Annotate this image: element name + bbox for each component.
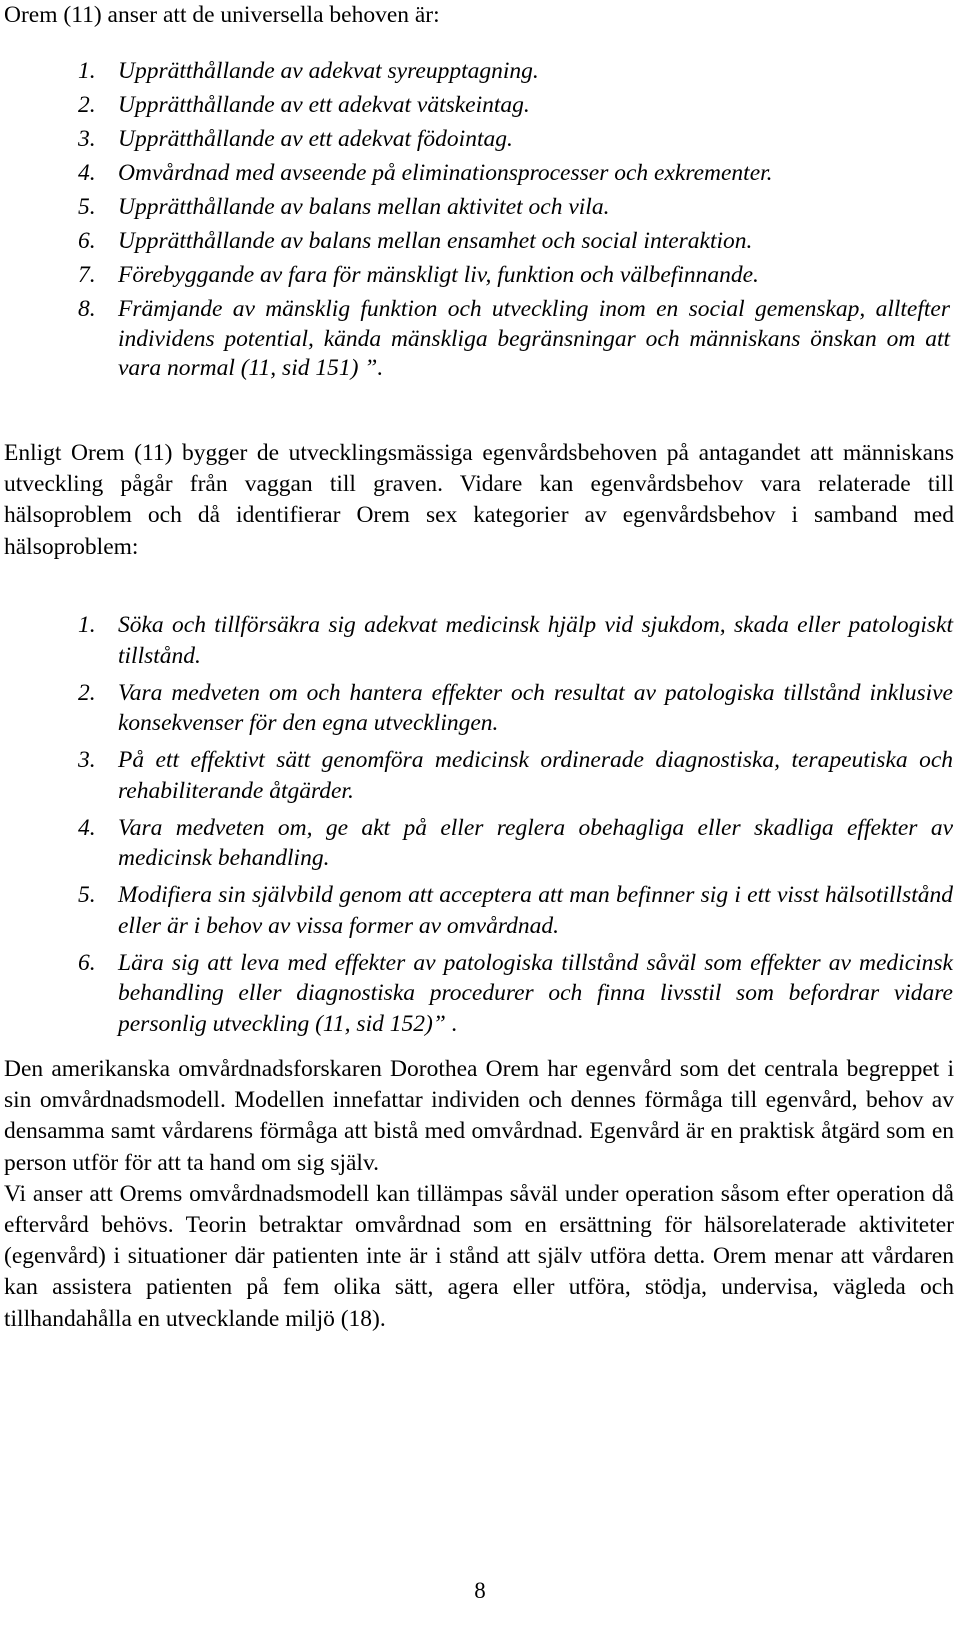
list-item	[78, 57, 950, 87]
orem-section	[4, 1054, 954, 1335]
list-item	[78, 745, 953, 806]
list-item-number: 6.	[78, 949, 96, 976]
list-item-text: Förebyggande av fara för mänskligt liv, funktion och välbefinnande.	[118, 262, 759, 288]
intro-line: Orem (11) anser att de universella behoven är:	[4, 2, 440, 28]
list-item-number: 5.	[78, 194, 96, 220]
list-item	[78, 678, 953, 739]
list-item-text: Upprätthållande av ett adekvat födointag.	[118, 126, 513, 152]
list-item-text: Vara medveten om och hantera effekter och resultat av patologiska tillstånd inklusive konsekvenser för den egna utvecklingen.	[118, 679, 953, 736]
list-item-text: Lära sig att leva med effekter av patologiska tillstånd såväl som effekter av medicinsk behandling eller diagnostiska procedurer och finna livsstil som befordrar vidare personlig utveckling (11, sid 152)” .	[118, 949, 953, 1037]
list-item-number: 4.	[78, 814, 96, 841]
list-item	[78, 125, 950, 155]
list-item-number: 2.	[78, 92, 96, 118]
list-item-number: 5.	[78, 882, 96, 908]
list-item-text: Söka och tillförsäkra sig adekvat medicinsk hjälp vid sjukdom, skada eller patologiskt tillstånd.	[118, 612, 953, 669]
list-item-text: Modifiera sin självbild genom att acceptera att man befinner sig i ett visst hälsotillstånd eller är i behov av vissa former av omvårdnad.	[118, 882, 953, 939]
orem-paragraph-1: Den amerikanska omvårdnadsforskaren Dorothea Orem har egenvård som det centrala begreppet i sin omvårdnadsmodell. Modellen innefattar individen och dennes förmåga till egenvård, behov av densamma samt vårdarens förmåga att bistå med omvårdnad. Egenvård är en praktisk åtgärd som en person utför för att ta hand om sig själv.	[4, 1056, 954, 1176]
list-item-number: 1.	[78, 612, 96, 638]
list-item	[78, 91, 950, 121]
orem-paragraph-2: Vi anser att Orems omvårdnadsmodell kan tillämpas såväl under operation såsom efter operation då eftervård behövs. Teorin betraktar omvårdnad som en ersättning för hälsorelaterade aktiviteter (egenvård) i situationer där patienten inte är i stånd att själv utföra detta. Orem menar att vårdaren kan assistera patienten på fem olika sätt, agera eller utföra, stödja, undervisa, vägleda och tillhandahålla en utvecklande miljö (18).	[4, 1180, 954, 1332]
developmental-paragraph: Enligt Orem (11) bygger de utvecklingsmässiga egenvårdsbehoven på antagandet att människans utveckling pågår från vaggan till graven. Vidare kan egenvårdsbehov vara relaterade till hälsoproblem och då identifierar Orem sex kategorier av egenvårdsbehov i samband med hälsoproblem:	[4, 440, 954, 560]
list-item-number: 7.	[78, 262, 96, 288]
list-item	[78, 159, 950, 189]
list-item	[78, 948, 953, 1040]
list-item-text: Omvårdnad med avseende på eliminationsprocesser och exkrementer.	[118, 160, 773, 186]
list-item	[78, 227, 950, 257]
list-item-text: Upprätthållande av ett adekvat vätskeintag.	[118, 92, 530, 118]
list-item-text: Vara medveten om, ge akt på eller reglera obehagliga eller skadliga effekter av medicinsk behandling.	[118, 814, 953, 871]
list-item-number: 6.	[78, 228, 96, 254]
list-item-number: 3.	[78, 747, 96, 773]
list-item-text: Upprätthållande av balans mellan aktivitet och vila.	[118, 194, 610, 220]
list-item-number: 3.	[78, 126, 96, 152]
universal-needs-list	[78, 57, 950, 388]
list-item-number: 2.	[78, 679, 96, 706]
list-item	[78, 261, 950, 291]
list-item-text: Främjande av mänsklig funktion och utveckling inom en social gemenskap, alltefter individens potential, kända mänskliga begränsningar och människans önskan om att vara normal (11, sid 151) ”.	[118, 296, 950, 381]
list-item-text: Upprätthållande av balans mellan ensamhet och social interaktion.	[118, 228, 753, 254]
list-item	[78, 295, 950, 384]
list-item-number: 4.	[78, 160, 96, 186]
list-item-number: 8.	[78, 296, 96, 322]
page-number: 8	[474, 1578, 486, 1603]
list-item-text: På ett effektivt sätt genomföra medicinsk ordinerade diagnostiska, terapeutiska och rehabiliterande åtgärder.	[118, 747, 953, 804]
list-item	[78, 880, 953, 941]
list-item	[78, 813, 953, 874]
list-item-number: 1.	[78, 58, 96, 84]
health-needs-list	[78, 610, 953, 1046]
list-item-text: Upprätthållande av adekvat syreupptagning.	[118, 58, 539, 84]
list-item	[78, 610, 953, 671]
list-item	[78, 193, 950, 223]
